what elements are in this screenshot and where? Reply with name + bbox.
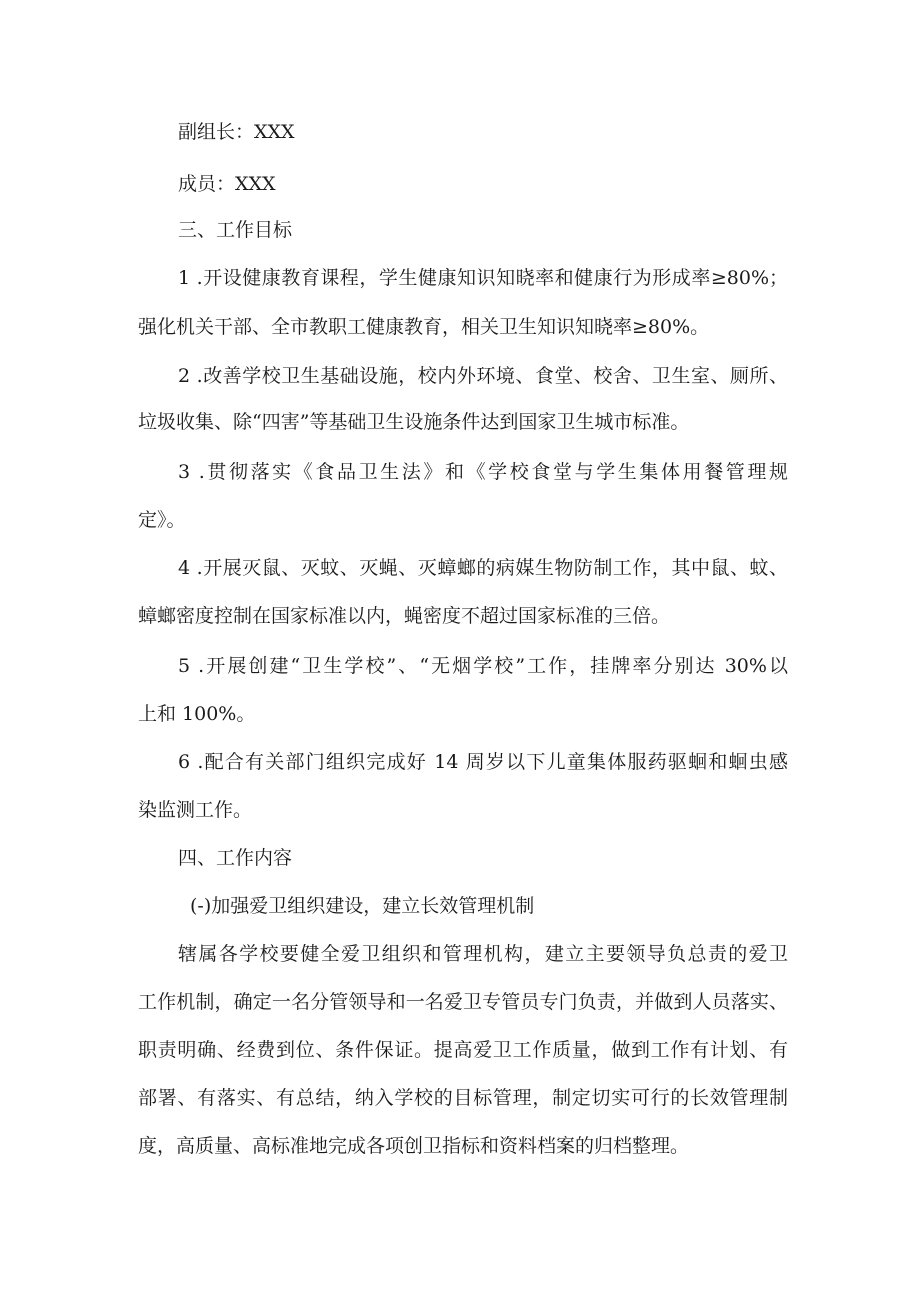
goal-2-line-1: 2 .改善学校卫生基础设施，校内外环境、食堂、校舍、卫生室、厕所、 [178, 365, 788, 387]
subsection-heading-1: (-)加强爱卫组织建设，建立长效管理机制 [190, 895, 535, 917]
deputy-leader-line: 副组长：XXX [178, 121, 295, 143]
goal-3-line-1: 3 .贯彻落实《食品卫生法》和《学校食堂与学生集体用餐管理规 [178, 461, 788, 483]
section-heading-goals: 三、工作目标 [178, 219, 293, 241]
goal-2-line-2: 垃圾收集、除“四害”等基础卫生设施条件达到国家卫生城市标准。 [138, 411, 690, 433]
body-paragraph-line-4: 部署、有落实、有总结，纳入学校的目标管理，制定切实可行的长效管理制 [138, 1087, 788, 1109]
goal-4-line-1: 4 .开展灭鼠、灭蚊、灭蝇、灭蟑螂的病媒生物防制工作，其中鼠、蚊、 [178, 557, 788, 579]
goal-1-line-2: 强化机关干部、全市教职工健康教育，相关卫生知识知晓率≥80%。 [138, 316, 710, 338]
body-paragraph-line-1: 辖属各学校要健全爱卫组织和管理机构，建立主要领导负总责的爱卫 [178, 943, 788, 965]
section-heading-content: 四、工作内容 [178, 847, 293, 869]
body-paragraph-line-2: 工作机制，确定一名分管领导和一名爱卫专管员专门负责，并做到人员落实、 [138, 991, 788, 1013]
goal-1-line-1: 1 .开设健康教育课程，学生健康知识知晓率和健康行为形成率≥80%； [178, 267, 788, 289]
goal-4-line-2: 蟑螂密度控制在国家标准以内，蝇密度不超过国家标准的三倍。 [138, 605, 671, 627]
members-line: 成员：XXX [178, 173, 276, 195]
goal-5-line-2: 上和 100%。 [138, 703, 256, 725]
goal-6-line-2: 染监测工作。 [138, 799, 253, 821]
goal-6-line-1: 6 .配合有关部门组织完成好 14 周岁以下儿童集体服药驱蛔和蛔虫感 [178, 751, 788, 773]
goal-3-line-2: 定》。 [138, 509, 186, 531]
body-paragraph-line-3: 职责明确、经费到位、条件保证。提高爱卫工作质量，做到工作有计划、有 [138, 1039, 788, 1061]
goal-5-line-1: 5 .开展创建“卫生学校”、“无烟学校”工作，挂牌率分别达 30%以 [178, 655, 788, 677]
body-paragraph-line-5: 度，高质量、高标准地完成各项创卫指标和资料档案的归档整理。 [138, 1135, 690, 1157]
